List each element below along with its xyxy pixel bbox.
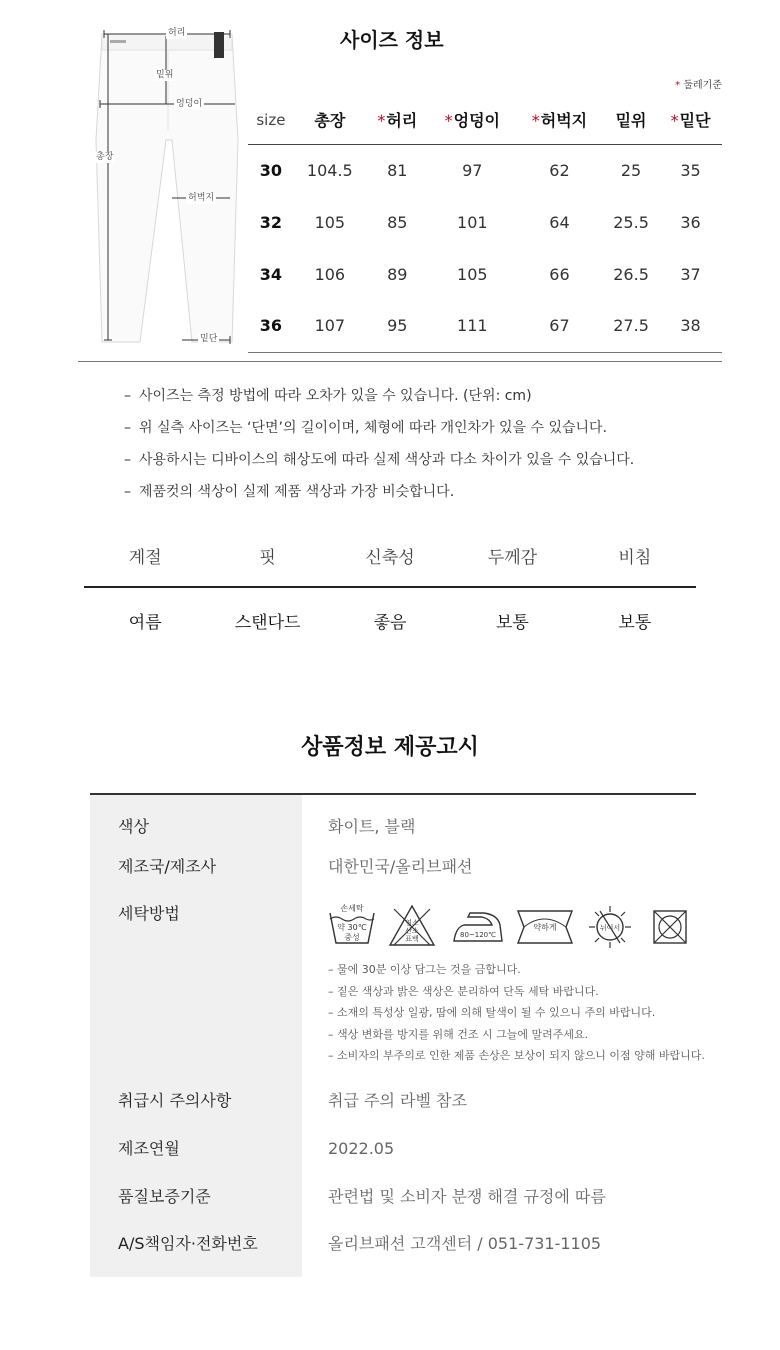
info-label: 색상 xyxy=(90,795,302,843)
list-item: – 짙은 색상과 밝은 색상은 분리하여 단독 세탁 바랍니다. xyxy=(328,984,599,998)
info-value: 올리브패션 고객센터 / 051-731-1105 xyxy=(328,1234,602,1253)
attr-header-season: 계절 xyxy=(128,548,162,568)
svg-text:손세탁: 손세탁 xyxy=(340,904,364,913)
info-value: 취급 주의 라벨 참조 xyxy=(328,1091,467,1110)
list-item: – 위 실측 사이즈는 ‘단면’의 길이이며, 체형에 따라 개인차가 있을 수 있습니다. xyxy=(124,417,634,449)
col-header-length: 총장 xyxy=(294,96,366,144)
svg-text:약하게: 약하게 xyxy=(533,923,557,932)
attr-value-sheerness: 보통 xyxy=(618,613,652,633)
table-cell: 81 xyxy=(387,160,408,180)
table-cell: 89 xyxy=(387,264,408,284)
product-info-title: 상품정보 제공고시 xyxy=(301,735,479,760)
size-info-title: 사이즈 정보 xyxy=(340,28,444,52)
size-measure-note xyxy=(675,76,722,91)
size-table-header xyxy=(248,96,722,144)
info-row-washing xyxy=(90,891,705,1077)
info-row-origin xyxy=(90,843,696,891)
attr-header-stretch: 신축성 xyxy=(365,548,415,568)
info-row-date xyxy=(90,1125,696,1173)
list-item: – 물에 30분 이상 담그는 것을 금합니다. xyxy=(328,963,521,976)
iron-icon xyxy=(450,903,506,949)
list-item: – 소재의 특성상 일광, 땀에 의해 탈색이 될 수 있으니 주의 바랍니다. xyxy=(328,1006,656,1019)
svg-text:약 30℃: 약 30℃ xyxy=(337,923,367,932)
table-cell: 25.5 xyxy=(613,212,649,232)
info-value: 화이트, 블랙 xyxy=(328,817,416,836)
table-cell: 25 xyxy=(620,160,642,180)
figure-label-length: 총장 xyxy=(96,152,114,162)
table-cell: 107 xyxy=(294,300,366,352)
svg-text:중성: 중성 xyxy=(344,933,360,942)
info-row-as xyxy=(90,1221,696,1277)
table-cell: 85 xyxy=(387,212,408,232)
figure-label-hip: 엉덩이 xyxy=(176,99,203,109)
info-row-caution xyxy=(90,1077,696,1125)
table-cell: 62 xyxy=(549,160,570,180)
info-label: 세탁방법 xyxy=(90,891,302,1077)
table-cell: 26.5 xyxy=(613,264,649,284)
info-row-warranty xyxy=(90,1173,696,1221)
note-star: * xyxy=(675,80,681,91)
info-label: 제조국/제조사 xyxy=(90,843,302,891)
svg-text:염소: 염소 xyxy=(405,919,419,927)
info-label: 품질보증기준 xyxy=(90,1173,302,1221)
table-row xyxy=(248,300,722,352)
figure-label-waist: 허리 xyxy=(168,28,186,38)
table-row xyxy=(248,248,722,300)
attr-header-sheerness: 비침 xyxy=(618,548,652,568)
figure-label-thigh: 허벅지 xyxy=(188,193,215,203)
info-value: 2022.05 xyxy=(328,1139,395,1158)
care-notes-list xyxy=(328,959,705,1067)
pants-figure xyxy=(80,20,250,360)
info-value: 관련법 및 소비자 분쟁 해결 규정에 따름 xyxy=(328,1187,606,1206)
table-cell: 30 xyxy=(259,160,283,180)
figure-label-rise: 밑위 xyxy=(156,70,174,80)
table-cell: 37 xyxy=(680,264,701,284)
no-bleach-icon xyxy=(388,903,436,949)
hand-wash-icon xyxy=(328,903,376,949)
size-notes-list xyxy=(124,385,634,513)
wring-gently-icon xyxy=(516,903,574,949)
list-item: – 사용하시는 디바이스의 해상도에 따라 실제 색상과 다소 차이가 있을 수 있습니다. xyxy=(124,449,634,481)
table-cell: 38 xyxy=(659,300,722,352)
size-section xyxy=(0,0,780,380)
info-label: A/S책임자·전화번호 xyxy=(90,1221,302,1277)
table-cell: 104.5 xyxy=(306,160,353,180)
product-info-table xyxy=(90,793,705,1277)
table-cell: 66 xyxy=(549,264,570,284)
table-cell: 106 xyxy=(314,264,346,284)
info-label: 취급시 주의사항 xyxy=(90,1077,302,1125)
list-item: – 사이즈는 측정 방법에 따라 오차가 있을 수 있습니다. (단위: cm) xyxy=(124,385,634,417)
note-text: 둘레기준 xyxy=(683,80,722,91)
list-item: – 제품컷의 색상이 실제 제품 색상과 가장 비슷합니다. xyxy=(124,481,634,513)
table-cell: 97 xyxy=(462,160,483,180)
attr-header-thickness: 두께감 xyxy=(487,548,538,568)
size-table xyxy=(248,96,722,353)
table-row xyxy=(248,196,722,248)
info-label: 제조연월 xyxy=(90,1125,302,1173)
info-row-color xyxy=(90,795,696,843)
col-header-hip: *엉덩이 xyxy=(429,96,516,144)
svg-text:80~120℃: 80~120℃ xyxy=(460,931,496,939)
svg-text:산소: 산소 xyxy=(405,927,419,935)
attr-value-stretch: 좋음 xyxy=(373,613,407,633)
dry-flat-shade-icon xyxy=(586,903,634,949)
attr-value-fit: 스탠다드 xyxy=(234,613,301,633)
list-item: – 색상 변화를 방지를 위해 건조 시 그늘에 말려주세요. xyxy=(328,1027,589,1041)
table-cell: 64 xyxy=(549,212,570,232)
table-cell: 105 xyxy=(314,212,346,232)
table-cell: 35 xyxy=(680,160,701,180)
table-cell: 105 xyxy=(457,264,488,284)
table-cell: 27.5 xyxy=(603,300,659,352)
table-cell: 95 xyxy=(366,300,429,352)
section-divider xyxy=(78,361,722,362)
table-cell: 32 xyxy=(259,212,283,232)
svg-text:표백: 표백 xyxy=(405,935,419,943)
col-header-rise: 밑위 xyxy=(603,96,659,144)
table-cell: 101 xyxy=(457,212,488,232)
attr-header-fit: 핏 xyxy=(259,548,276,568)
table-cell: 111 xyxy=(429,300,516,352)
attr-value-thickness: 보통 xyxy=(495,613,529,633)
table-cell: 67 xyxy=(516,300,603,352)
col-header-thigh: *허벅지 xyxy=(516,96,603,144)
table-cell: 36 xyxy=(248,300,294,352)
col-header-waist: *허리 xyxy=(366,96,429,144)
no-tumble-dry-icon xyxy=(650,903,690,949)
product-attributes xyxy=(84,538,696,650)
svg-text:뉘어서: 뉘어서 xyxy=(599,924,621,932)
col-header-size: size xyxy=(248,96,294,144)
attributes-header xyxy=(84,538,696,586)
attr-value-season: 여름 xyxy=(128,613,162,633)
table-cell: 34 xyxy=(259,264,283,284)
info-value xyxy=(302,891,705,1077)
attributes-values xyxy=(84,588,696,650)
col-header-hem: *밑단 xyxy=(659,96,722,144)
table-row xyxy=(248,144,722,196)
info-value: 대한민국/올리브패션 xyxy=(328,857,473,876)
list-item: – 소비자의 부주의로 인한 제품 손상은 보상이 되지 않으니 이점 양해 바랍니다. xyxy=(328,1049,705,1062)
figure-label-hem: 밑단 xyxy=(200,334,218,344)
table-cell: 36 xyxy=(680,212,701,232)
